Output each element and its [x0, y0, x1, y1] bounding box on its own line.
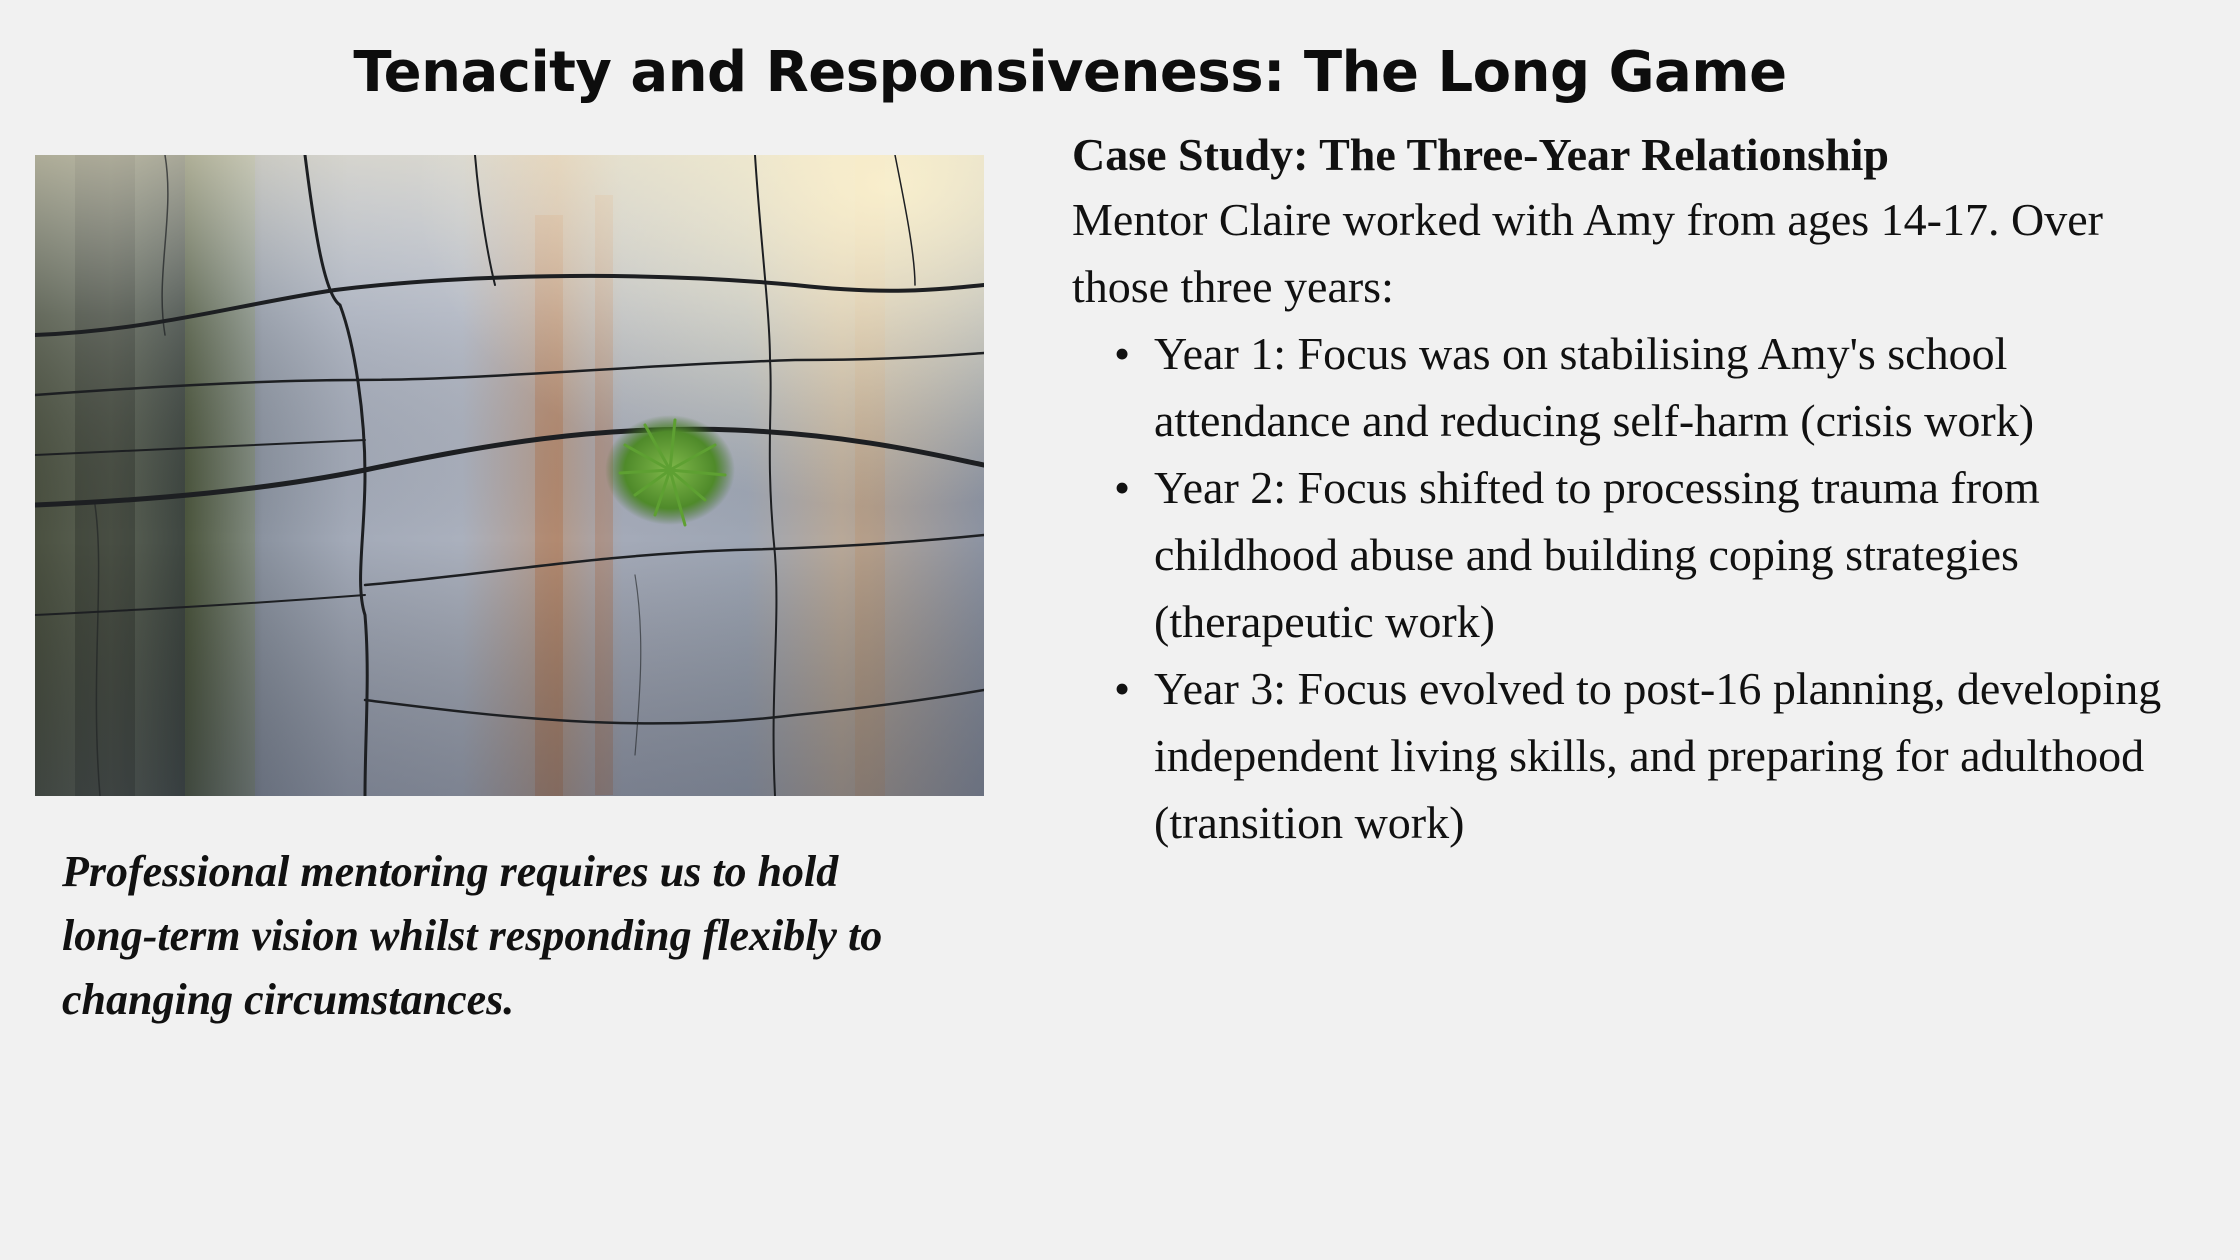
- case-study-heading: Case Study: The Three-Year Relationship: [1072, 129, 1890, 180]
- phase-text: Year 2: Focus shifted to processing trauma from childhood abuse and building coping strategies (therapeutic work): [1154, 462, 2040, 647]
- bullet-icon: •: [1114, 328, 1131, 379]
- bullet-icon: •: [1114, 462, 1131, 513]
- list-item: [1114, 320, 2192, 454]
- pull-quote: Professional mentoring requires us to hold long-term vision whilst responding flexibly to changing circumstances.: [62, 847, 883, 1024]
- cracked-wall-moss-image: [35, 155, 984, 796]
- list-item: [1114, 655, 2192, 856]
- case-study-panel: [1072, 124, 2192, 856]
- phase-text: Year 3: Focus evolved to post-16 planning, developing independent living skills, and preparing for adulthood (transition work): [1154, 663, 2162, 848]
- bullet-icon: •: [1114, 663, 1131, 714]
- phase-text: Year 1: Focus was on stabilising Amy's school attendance and reducing self-harm (crisis work): [1154, 328, 2035, 446]
- slide-title: Tenacity and Responsiveness: The Long Game: [353, 40, 1787, 105]
- case-study-intro: Mentor Claire worked with Amy from ages 14-17. Over those three years:: [1072, 194, 2103, 312]
- cracked-wall-photo-icon: [35, 155, 984, 796]
- case-study-phase-list: [1072, 320, 2192, 856]
- list-item: [1114, 454, 2192, 655]
